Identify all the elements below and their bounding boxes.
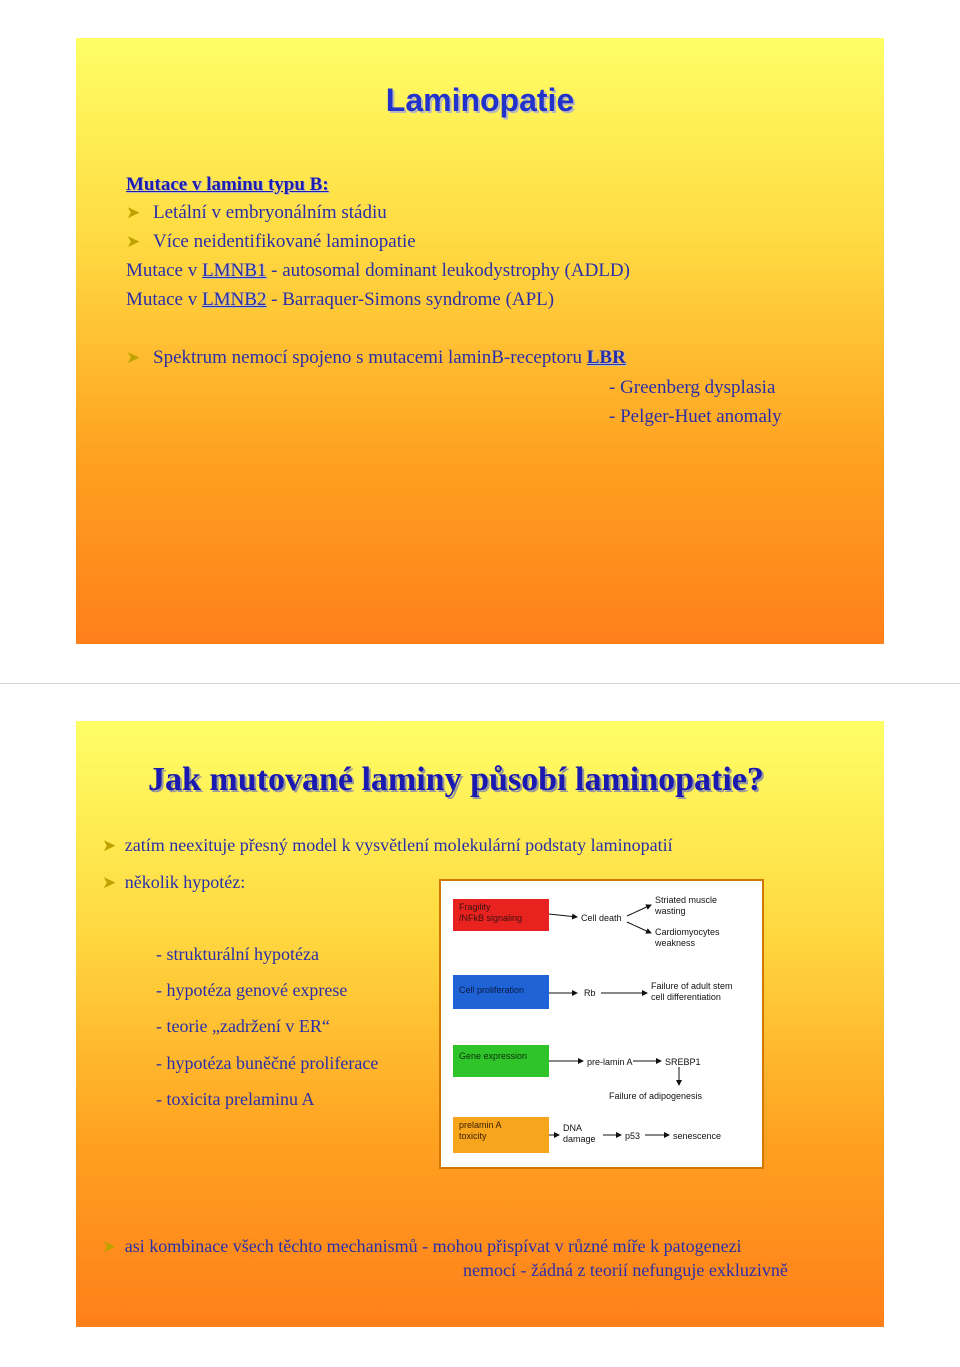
conclusion-text-1: asi kombinace všech těchto mechanismů - mohou přispívat v různé míře k patogenezi bbox=[124, 1236, 742, 1256]
box-fragility-line2: /NFkB signaling bbox=[459, 913, 523, 923]
bullet-item-hypotheses bbox=[102, 872, 245, 893]
subtitle-lamin-b: Mutace v laminu typu B: bbox=[126, 174, 329, 195]
hypothesis-item: - teorie „zadržení v ER“ bbox=[156, 1016, 330, 1036]
lmnb1-disease: - autosomal dominant leukodystrophy (ADLD) bbox=[266, 260, 630, 281]
line-lmnb2 bbox=[126, 289, 554, 311]
box-fragility bbox=[453, 899, 549, 931]
label-dna-2: damage bbox=[563, 1134, 596, 1144]
label-failure-stem-2: cell differentiation bbox=[651, 992, 721, 1002]
bullet-item-lethal bbox=[126, 202, 387, 224]
conclusion-line-1 bbox=[102, 1236, 742, 1257]
diagram-canvas bbox=[449, 889, 749, 1157]
label-rb: Rb bbox=[584, 988, 596, 998]
disease-greenberg: - Greenberg dysplasia bbox=[609, 377, 776, 398]
bullet-item-unidentified bbox=[126, 231, 416, 253]
label-p53: p53 bbox=[625, 1131, 641, 1141]
bullet-item-no-model bbox=[102, 835, 673, 856]
arrow-to-cardio bbox=[627, 922, 651, 933]
slide-separator bbox=[0, 683, 960, 684]
box-prelamin-line2: toxicity bbox=[459, 1131, 487, 1141]
hypothesis-item: - strukturální hypotéza bbox=[156, 944, 319, 964]
spektrum-text: Spektrum nemocí spojeno s mutacemi laminB-receptoru bbox=[153, 347, 587, 368]
arrow-to-cell-death bbox=[549, 914, 577, 917]
lmnb2-prefix: Mutace v bbox=[126, 289, 202, 310]
bullet-text: několik hypotéz: bbox=[124, 872, 246, 892]
disease-pelger-huet: - Pelger-Huet anomaly bbox=[609, 406, 782, 427]
slide-laminopatie bbox=[76, 38, 884, 644]
lmnb1-prefix: Mutace v bbox=[126, 260, 202, 281]
label-srebp1: SREBP1 bbox=[665, 1057, 701, 1067]
label-cardio-2: weakness bbox=[655, 938, 696, 948]
line-lmnb1 bbox=[126, 260, 630, 282]
bullet-text: Více neidentifikované laminopatie bbox=[153, 231, 416, 252]
gene-lbr: LBR bbox=[586, 347, 626, 368]
label-striated-2: wasting bbox=[655, 906, 686, 916]
gene-lmnb1: LMNB1 bbox=[201, 260, 267, 281]
label-failure-adipogenesis: Failure of adipogenesis bbox=[609, 1091, 703, 1101]
arrow-bullet-icon: ➤ bbox=[126, 348, 141, 367]
bullet-text: zatím neexituje přesný model k vysvětlení molekulární podstaty laminopatií bbox=[124, 835, 673, 855]
label-striated-1: Striated muscle bbox=[655, 895, 718, 905]
hypothesis-item: - toxicita prelaminu A bbox=[156, 1089, 315, 1109]
hypothesis-item: - hypotéza genové exprese bbox=[156, 980, 348, 1000]
box-gene-expression: Gene expression bbox=[453, 1045, 549, 1077]
slide-mechanisms bbox=[76, 721, 884, 1327]
label-pre-lamin: pre-lamin A bbox=[587, 1057, 633, 1067]
label-failure-stem-1: Failure of adult stem bbox=[651, 981, 733, 991]
hypothesis-item: - hypotéza buněčné proliferace bbox=[156, 1053, 379, 1073]
label-cell-death: Cell death bbox=[581, 913, 622, 923]
gene-lmnb2: LMNB2 bbox=[201, 289, 267, 310]
box-cell-proliferation: Cell proliferation bbox=[453, 975, 549, 1009]
slide2-title: Jak mutované laminy působí laminopatie? bbox=[148, 761, 764, 798]
mechanism-diagram bbox=[439, 879, 764, 1169]
lmnb2-disease: - Barraquer-Simons syndrome (APL) bbox=[266, 289, 555, 310]
arrow-bullet-icon: ➤ bbox=[102, 1237, 117, 1256]
box-fragility-line1: Fragility bbox=[459, 902, 491, 912]
conclusion-line-2: nemocí - žádná z teorií nefunguje exkluzivně bbox=[463, 1260, 788, 1280]
bullet-text: Letální v embryonálním stádiu bbox=[153, 202, 387, 223]
bullet-item-spektrum bbox=[126, 347, 626, 369]
arrow-bullet-icon: ➤ bbox=[102, 836, 117, 855]
arrow-to-striated bbox=[627, 905, 651, 916]
label-dna-1: DNA bbox=[563, 1123, 583, 1133]
box-prelamin-toxicity bbox=[453, 1117, 549, 1153]
label-senescence: senescence bbox=[673, 1131, 722, 1141]
slide1-title: Laminopatie bbox=[385, 82, 575, 118]
label-cardio-1: Cardiomyocytes bbox=[655, 927, 720, 937]
box-prelamin-line1: prelamin A bbox=[459, 1120, 502, 1130]
arrow-bullet-icon: ➤ bbox=[126, 232, 141, 251]
arrow-bullet-icon: ➤ bbox=[102, 873, 117, 892]
arrow-bullet-icon: ➤ bbox=[126, 203, 141, 222]
